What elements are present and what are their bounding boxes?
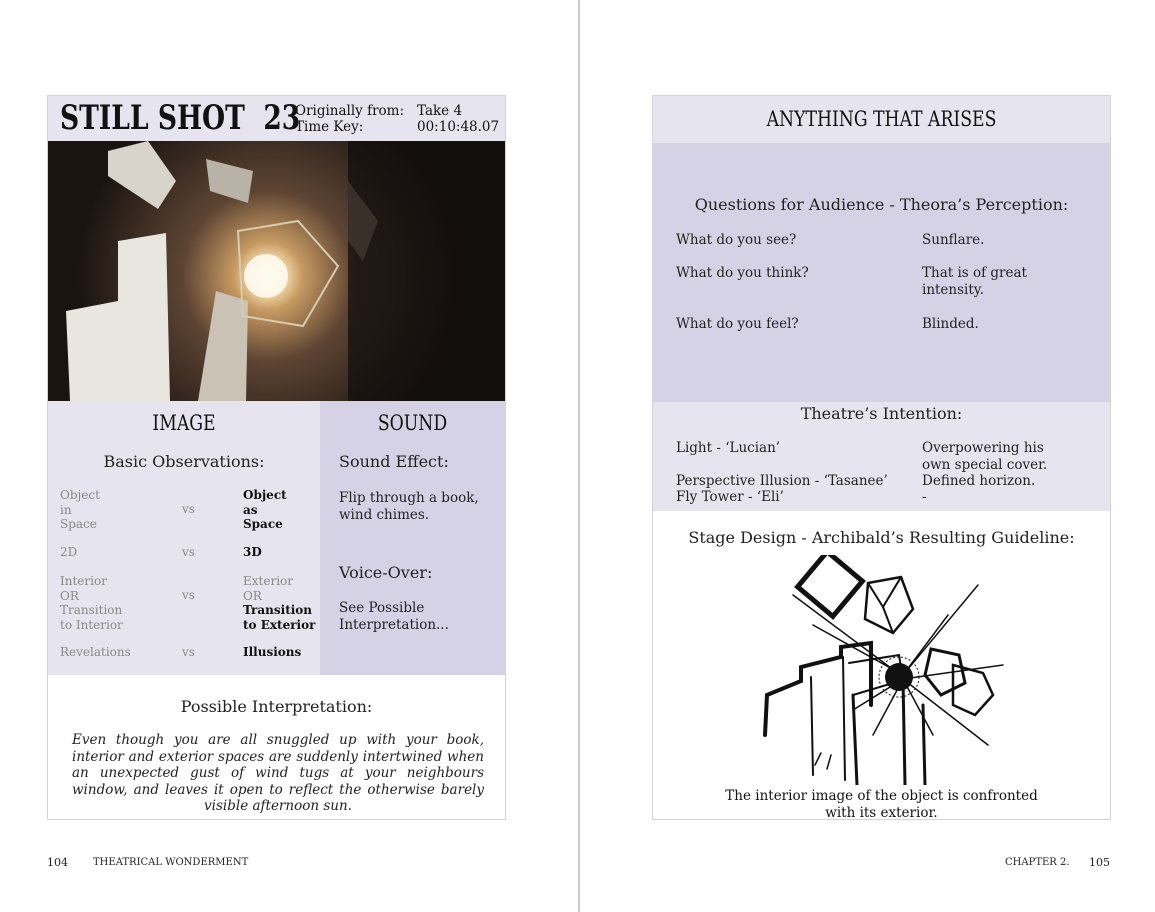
questions-heading: Questions for Audience - Theora’s Perception: — [694, 195, 1069, 214]
still-shot-card — [47, 95, 506, 820]
observation-a: 2D — [60, 545, 78, 559]
anything-title: ANYTHING THAT ARISES — [766, 107, 997, 131]
stage-design-sketch — [753, 555, 1013, 785]
running-title: THEATRICAL WONDERMENT — [93, 857, 249, 868]
observation-vs: vs — [182, 588, 195, 602]
intention-item: Fly Tower - ‘Eli’ — [676, 489, 784, 505]
observation-vs: vs — [182, 645, 195, 659]
intention-result: Defined horizon. — [922, 473, 1036, 489]
still-shot-photo — [48, 141, 505, 401]
basic-observations-heading: Basic Observations: — [103, 452, 265, 471]
anything-header — [653, 96, 1110, 143]
intention-result: Overpowering his own special cover. — [922, 440, 1048, 473]
observation-a: Revelations — [60, 645, 131, 659]
right-page-number: 105 — [1089, 856, 1110, 869]
voice-over-heading: Voice-Over: — [339, 563, 433, 582]
intention-heading: Theatre’s Intention: — [800, 404, 963, 423]
sound-effect-heading: Sound Effect: — [339, 452, 449, 471]
observation-vs: vs — [182, 545, 195, 559]
theatre-intention-panel — [653, 402, 1110, 511]
anything-that-arises-card — [652, 95, 1111, 820]
observation-b: Transition to Exterior — [243, 603, 316, 632]
interpretation-heading: Possible Interpretation: — [180, 697, 373, 716]
chapter-label: CHAPTER 2. — [1005, 857, 1070, 868]
stage-design-panel — [653, 511, 1110, 819]
photo-illustration — [48, 141, 505, 401]
stage-design-caption-text: The interior image of the object is confronted with its exterior. — [725, 788, 1038, 821]
sound-column — [320, 401, 505, 675]
interpretation-body: Even though you are all snuggled up with your book, interior and exterior spaces are suddenly intertwined when an unexpected gust of wind tugs at your neighbours window, and leaves it open to reflect the otherwise barely visible afternoon sun. — [72, 732, 484, 814]
observation-b: 3D — [243, 545, 262, 559]
meta-labels — [295, 103, 404, 135]
question: What do you feel? — [676, 316, 799, 332]
intention-result: - — [922, 489, 927, 505]
image-column — [48, 401, 320, 675]
left-page-number: 104 — [47, 856, 68, 869]
image-heading: IMAGE — [152, 411, 216, 435]
origin-label: Originally from: — [295, 103, 405, 119]
audience-questions-panel — [653, 143, 1110, 402]
observation-a: Interior OR Transition to Interior — [60, 574, 123, 632]
observation-vs: vs — [182, 502, 195, 516]
voice-over-text: See Possible Interpretation... — [339, 600, 449, 633]
still-shot-header — [48, 96, 505, 141]
observation-b-group — [243, 574, 323, 632]
answer: That is of great intensity. — [922, 265, 1027, 298]
intention-item: Perspective Illusion - ‘Tasanee’ — [676, 473, 888, 489]
intention-item: Light - ‘Lucian’ — [676, 440, 781, 456]
possible-interpretation — [48, 675, 505, 819]
stage-design-caption — [653, 788, 1110, 821]
observation-b: Object as Space — [243, 488, 287, 531]
stage-design-heading: Stage Design - Archibald’s Resulting Guideline: — [688, 528, 1075, 547]
question: What do you think? — [676, 265, 809, 281]
question: What do you see? — [676, 232, 797, 248]
observation-a: Object in Space — [60, 488, 100, 531]
origin-value: Take 4 — [417, 103, 463, 119]
observation-b: Illusions — [243, 645, 302, 659]
book-spine — [578, 0, 580, 912]
time-key-label: Time Key: — [295, 119, 364, 135]
sound-heading: SOUND — [377, 411, 448, 435]
sound-effect-text: Flip through a book, wind chimes. — [339, 490, 479, 523]
meta-values — [417, 103, 499, 135]
answer: Blinded. — [922, 316, 979, 332]
still-shot-title: STILL SHOT 23 — [60, 98, 301, 138]
answer: Sunflare. — [922, 232, 985, 248]
observation-b-top: Exterior OR — [243, 574, 293, 603]
time-key-value: 00:10:48.07 — [417, 119, 500, 135]
